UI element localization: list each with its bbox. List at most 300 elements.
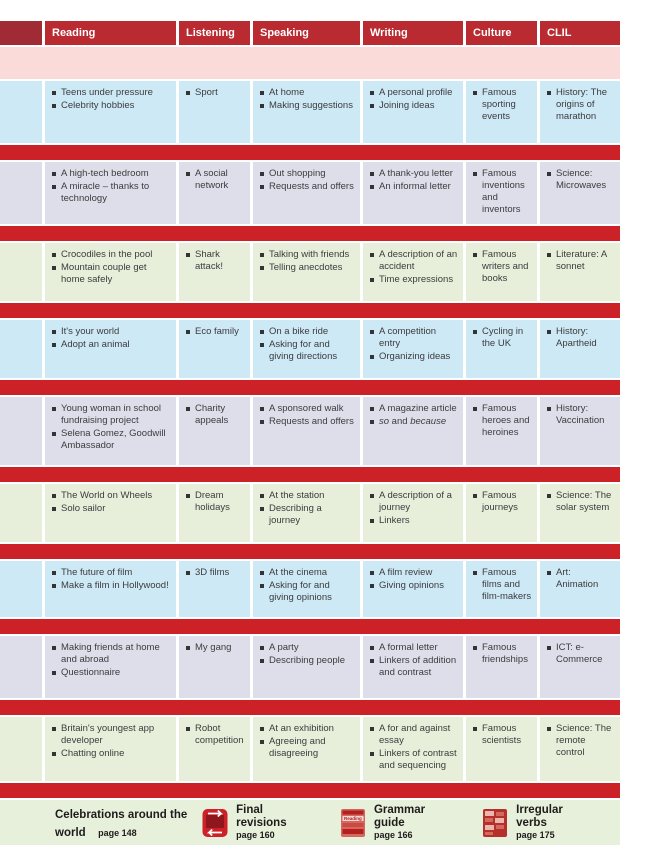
column-header-writing: Writing	[363, 21, 463, 45]
list-item	[547, 490, 615, 514]
list-item-text: Linkers of addition and contrast	[379, 655, 457, 678]
list-item	[370, 249, 458, 273]
svg-text:Reading: Reading	[343, 815, 362, 821]
list-item-text: Famous inventions and inventors	[482, 168, 525, 215]
bullet-square-icon	[547, 571, 551, 575]
bullet-square-icon	[186, 646, 190, 650]
list-item-text: Dream holidays	[195, 490, 230, 513]
list-item-text: An informal letter	[379, 181, 451, 192]
table-row	[0, 81, 620, 143]
list-item-text: A high-tech bedroom	[61, 168, 149, 179]
list-item	[52, 339, 171, 351]
bullet-square-icon	[260, 91, 264, 95]
list-item	[260, 416, 355, 428]
list-item-text: Out shopping	[269, 168, 326, 179]
cell-writing	[363, 397, 463, 465]
cell-reading	[45, 484, 176, 542]
footer-celebrations	[55, 805, 202, 841]
list-item	[370, 181, 458, 193]
cell-culture	[466, 561, 537, 617]
footer-link-title: Grammar guide	[373, 804, 426, 829]
table-row	[0, 636, 620, 698]
footer-links	[202, 804, 620, 841]
cell-speaking	[253, 397, 360, 465]
bullet-square-icon	[547, 407, 551, 411]
list-item	[52, 262, 171, 286]
cell-culture	[466, 717, 537, 781]
row-separator-bar	[0, 783, 620, 798]
list-item-text: History: Vaccination	[556, 403, 605, 426]
list-item	[547, 326, 615, 350]
list-item-text: Famous friendships	[482, 642, 528, 665]
bullet-square-icon	[370, 355, 374, 359]
list-item-text: A sponsored walk	[269, 403, 344, 414]
footer-link-page: page 166	[373, 830, 413, 840]
list-item-text: Agreeing and disagreeing	[269, 736, 326, 759]
cell-culture	[466, 397, 537, 465]
list-item	[186, 403, 245, 427]
intro-band	[0, 47, 620, 79]
bullet-square-icon	[186, 494, 190, 498]
cell-clil	[540, 636, 620, 698]
list-item	[52, 428, 171, 452]
list-item-text: 3D films	[195, 567, 230, 578]
bullet-square-icon	[547, 494, 551, 498]
cell-speaking	[253, 484, 360, 542]
table-row	[0, 243, 620, 301]
bullet-square-icon	[473, 727, 477, 731]
list-item	[473, 168, 532, 216]
list-item-text: Literature: A sonnet	[556, 249, 607, 272]
list-item	[186, 87, 245, 99]
list-item-text: Science: The remote control	[556, 723, 612, 758]
list-item-text: A social network	[195, 168, 229, 191]
cell-writing	[363, 484, 463, 542]
cell-listening	[179, 320, 250, 378]
list-item	[260, 249, 355, 261]
bullet-square-icon	[370, 659, 374, 663]
list-item	[370, 642, 458, 654]
bullet-square-icon	[52, 343, 56, 347]
list-item	[186, 249, 245, 273]
list-item-text: Linkers of contrast and sequencing	[379, 748, 457, 771]
column-header-culture: Culture	[466, 21, 537, 45]
list-item-text: A personal profile	[379, 87, 453, 98]
list-item-text: Robot competition	[195, 723, 244, 746]
list-item	[370, 655, 458, 679]
cell-culture	[466, 81, 537, 143]
cell-listening	[179, 561, 250, 617]
list-item	[260, 580, 355, 604]
row-spacer-cell	[0, 243, 42, 301]
footer-link	[482, 804, 594, 841]
list-item	[52, 567, 171, 579]
bullet-square-icon	[52, 185, 56, 189]
table-header	[0, 21, 620, 45]
bullet-square-icon	[370, 330, 374, 334]
list-item	[52, 503, 171, 515]
bullet-square-icon	[260, 571, 264, 575]
list-item	[52, 580, 171, 592]
list-item-text: At the station	[269, 490, 325, 501]
bullet-square-icon	[186, 91, 190, 95]
row-separator-bar	[0, 303, 620, 318]
list-item	[52, 723, 171, 747]
table-row	[0, 561, 620, 617]
cell-listening	[179, 717, 250, 781]
list-item-text: Science: Microwaves	[556, 168, 607, 191]
bullet-square-icon	[370, 253, 374, 257]
bullet-square-icon	[260, 253, 264, 257]
list-item	[370, 580, 458, 592]
list-item-text: Britain's youngest app developer	[61, 723, 155, 746]
list-item-text: Famous journeys	[482, 490, 518, 513]
list-item-text: Making friends at home and abroad	[61, 642, 160, 665]
column-header-clil: CLIL	[540, 21, 620, 45]
list-item-text: Famous heroes and heroines	[482, 403, 530, 438]
list-item	[370, 490, 458, 514]
list-item-text: Famous writers and books	[482, 249, 529, 284]
cell-listening	[179, 81, 250, 143]
bullet-square-icon	[547, 172, 551, 176]
list-item	[260, 723, 355, 735]
list-item-text: The future of film	[61, 567, 133, 578]
list-item	[52, 87, 171, 99]
bullet-square-icon	[370, 584, 374, 588]
bullet-square-icon	[473, 407, 477, 411]
bullet-square-icon	[52, 571, 56, 575]
list-item-text: Famous films and film-makers	[482, 567, 532, 602]
list-item-text: Organizing ideas	[379, 351, 451, 362]
list-item	[473, 490, 532, 514]
list-item	[547, 642, 615, 666]
list-item	[260, 655, 355, 667]
cell-speaking	[253, 162, 360, 224]
cell-clil	[540, 561, 620, 617]
bullet-square-icon	[260, 740, 264, 744]
list-item	[52, 490, 171, 502]
cell-culture	[466, 243, 537, 301]
footer-link-title: Final revisions	[236, 804, 287, 829]
list-item-text: Sport	[195, 87, 218, 98]
list-item	[260, 403, 355, 415]
bullet-square-icon	[260, 507, 264, 511]
list-item-text: Selena Gomez, Goodwill Ambassador	[61, 428, 166, 451]
column-header-speaking: Speaking	[253, 21, 360, 45]
list-item	[52, 249, 171, 261]
list-item-text: A competition entry	[379, 326, 437, 349]
cell-reading	[45, 397, 176, 465]
list-item-text: Asking for and giving directions	[269, 339, 338, 362]
footer-celebrations-title: Celebrations around the world	[55, 808, 188, 839]
list-item	[260, 262, 355, 274]
cell-culture	[466, 162, 537, 224]
footer-link-text	[236, 804, 314, 841]
list-item	[547, 403, 615, 427]
bullet-square-icon	[370, 752, 374, 756]
cell-speaking	[253, 561, 360, 617]
bullet-square-icon	[473, 646, 477, 650]
bullet-square-icon	[52, 494, 56, 498]
list-item-text: Eco family	[195, 326, 239, 337]
irregular-verbs-icon	[482, 808, 508, 838]
column-header-listening: Listening	[179, 21, 250, 45]
cell-clil	[540, 397, 620, 465]
list-item	[473, 567, 532, 603]
footer-link	[340, 804, 456, 841]
list-item-text: A miracle – thanks to technology	[61, 181, 150, 204]
table-row	[0, 397, 620, 465]
list-item	[370, 87, 458, 99]
bullet-square-icon	[52, 253, 56, 257]
column-header-reading: Reading	[45, 21, 176, 45]
bullet-square-icon	[260, 659, 264, 663]
table-row	[0, 717, 620, 781]
cell-speaking	[253, 243, 360, 301]
bullet-square-icon	[370, 571, 374, 575]
list-item-text: so and because	[379, 416, 447, 427]
list-item-text: Art: Animation	[556, 567, 599, 590]
cell-reading	[45, 162, 176, 224]
row-spacer-cell	[0, 636, 42, 698]
list-item-text: On a bike ride	[269, 326, 329, 337]
table-row	[0, 484, 620, 542]
list-item	[186, 168, 245, 192]
cell-writing	[363, 243, 463, 301]
row-spacer-cell	[0, 397, 42, 465]
row-separator-bar	[0, 145, 620, 160]
list-item	[186, 490, 245, 514]
bullet-square-icon	[186, 571, 190, 575]
bullet-square-icon	[473, 172, 477, 176]
bullet-square-icon	[52, 671, 56, 675]
list-item-text: History: The origins of marathon	[556, 87, 608, 122]
cell-clil	[540, 81, 620, 143]
cell-speaking	[253, 81, 360, 143]
contents-table	[0, 21, 620, 845]
list-item	[260, 181, 355, 193]
cell-speaking	[253, 636, 360, 698]
list-item-text: ICT: e-Commerce	[556, 642, 603, 665]
list-item	[52, 748, 171, 760]
cell-writing	[363, 81, 463, 143]
bullet-square-icon	[186, 172, 190, 176]
list-item-text: A description of an accident	[379, 249, 458, 272]
cell-clil	[540, 243, 620, 301]
list-item	[473, 642, 532, 666]
list-item	[260, 567, 355, 579]
header-spacer-cell	[0, 21, 42, 45]
list-item	[547, 567, 615, 591]
bullet-square-icon	[260, 266, 264, 270]
bullet-square-icon	[473, 91, 477, 95]
cell-culture	[466, 636, 537, 698]
bullet-square-icon	[370, 91, 374, 95]
list-item-text: Chatting online	[61, 748, 125, 759]
bullet-square-icon	[473, 253, 477, 257]
list-item	[473, 87, 532, 123]
list-item-text: A description of a journey	[379, 490, 452, 513]
bullet-square-icon	[186, 727, 190, 731]
row-spacer-cell	[0, 162, 42, 224]
cell-writing	[363, 320, 463, 378]
list-item-text: Questionnaire	[61, 667, 121, 678]
bullet-square-icon	[370, 494, 374, 498]
list-item	[370, 567, 458, 579]
list-item-text: Time expressions	[379, 274, 454, 285]
list-item	[52, 667, 171, 679]
list-item-text: Famous sporting events	[482, 87, 517, 122]
bullet-square-icon	[260, 646, 264, 650]
bullet-square-icon	[186, 330, 190, 334]
bullet-square-icon	[547, 330, 551, 334]
list-item-text: It's your world	[61, 326, 120, 337]
list-item-text: Requests and offers	[269, 181, 354, 192]
list-item-text: Adopt an animal	[61, 339, 130, 350]
bullet-square-icon	[260, 172, 264, 176]
footer-celebrations-page: page 148	[98, 827, 137, 838]
list-item-text: A for and against essay	[379, 723, 451, 746]
bullet-square-icon	[370, 185, 374, 189]
cell-reading	[45, 81, 176, 143]
list-item-text: A party	[269, 642, 299, 653]
bullet-square-icon	[260, 420, 264, 424]
list-item-text: Mountain couple get home safely	[61, 262, 147, 285]
bullet-square-icon	[547, 727, 551, 731]
cell-writing	[363, 561, 463, 617]
list-item	[260, 326, 355, 338]
list-item	[260, 736, 355, 760]
row-separator-bar	[0, 467, 620, 482]
footer-link-page: page 175	[516, 830, 555, 840]
list-item-text: Famous scientists	[482, 723, 522, 746]
bullet-square-icon	[260, 494, 264, 498]
list-item	[52, 181, 171, 205]
cell-reading	[45, 561, 176, 617]
list-item	[52, 403, 171, 427]
list-item	[186, 567, 245, 579]
footer-link-text	[516, 804, 594, 841]
bullet-square-icon	[52, 172, 56, 176]
footer-band	[0, 800, 620, 845]
bullet-square-icon	[260, 330, 264, 334]
list-item-text: Talking with friends	[269, 249, 350, 260]
row-spacer-cell	[0, 561, 42, 617]
bullet-square-icon	[260, 104, 264, 108]
list-item	[370, 326, 458, 350]
bullet-square-icon	[260, 407, 264, 411]
cell-clil	[540, 320, 620, 378]
bullet-square-icon	[370, 172, 374, 176]
list-item-text: Describing people	[269, 655, 346, 666]
cell-writing	[363, 162, 463, 224]
footer-link-page: page 160	[236, 830, 275, 840]
list-item	[370, 723, 458, 747]
bullet-square-icon	[370, 278, 374, 282]
bullet-square-icon	[370, 104, 374, 108]
bullet-square-icon	[260, 343, 264, 347]
bullet-square-icon	[260, 727, 264, 731]
list-item	[260, 87, 355, 99]
list-item-text: Telling anecdotes	[269, 262, 343, 273]
cell-speaking	[253, 320, 360, 378]
row-spacer-cell	[0, 320, 42, 378]
list-item	[370, 168, 458, 180]
list-item	[186, 642, 245, 654]
list-item	[260, 100, 355, 112]
cell-speaking	[253, 717, 360, 781]
list-item	[260, 642, 355, 654]
list-item	[473, 403, 532, 439]
list-item-text: A magazine article	[379, 403, 457, 414]
list-item-text: Make a film in Hollywood!	[61, 580, 169, 591]
bullet-square-icon	[52, 91, 56, 95]
list-item-text: Giving opinions	[379, 580, 444, 591]
list-item	[370, 748, 458, 772]
list-item	[547, 723, 615, 759]
list-item-text: History: Apartheid	[556, 326, 597, 349]
list-item-text: Joining ideas	[379, 100, 435, 111]
bullet-square-icon	[370, 646, 374, 650]
bullet-square-icon	[260, 584, 264, 588]
list-item	[547, 249, 615, 273]
cell-reading	[45, 717, 176, 781]
row-separator-bar	[0, 700, 620, 715]
bullet-square-icon	[52, 432, 56, 436]
list-item-text: At the cinema	[269, 567, 328, 578]
list-item-text: The World on Wheels	[61, 490, 153, 501]
list-item-text: Requests and offers	[269, 416, 354, 427]
bullet-square-icon	[473, 494, 477, 498]
cell-listening	[179, 636, 250, 698]
footer-link	[202, 804, 314, 841]
list-item-text: Celebrity hobbies	[61, 100, 135, 111]
bullet-square-icon	[52, 584, 56, 588]
list-item	[370, 274, 458, 286]
list-item	[260, 339, 355, 363]
list-item	[370, 416, 458, 428]
bullet-square-icon	[547, 646, 551, 650]
bullet-square-icon	[260, 185, 264, 189]
table-row	[0, 162, 620, 224]
table-rows	[0, 81, 620, 798]
cell-culture	[466, 484, 537, 542]
bullet-square-icon	[547, 253, 551, 257]
list-item-text: A thank-you letter	[379, 168, 453, 179]
cell-reading	[45, 243, 176, 301]
list-item	[473, 723, 532, 747]
list-item-text: A formal letter	[379, 642, 438, 653]
cell-clil	[540, 484, 620, 542]
list-item-text: A film review	[379, 567, 433, 578]
list-item	[52, 642, 171, 666]
bullet-square-icon	[52, 266, 56, 270]
footer-link-title: Irregular verbs	[516, 804, 563, 829]
bullet-square-icon	[52, 407, 56, 411]
row-separator-bar	[0, 226, 620, 241]
list-item-text: Shark attack!	[195, 249, 223, 272]
list-item-text: Young woman in school fundraising project	[61, 403, 161, 426]
bullet-square-icon	[52, 507, 56, 511]
footer-link-text	[374, 804, 456, 841]
cell-writing	[363, 636, 463, 698]
cell-listening	[179, 243, 250, 301]
cell-culture	[466, 320, 537, 378]
bullet-square-icon	[186, 253, 190, 257]
cell-clil	[540, 162, 620, 224]
bullet-square-icon	[186, 407, 190, 411]
list-item-text: My gang	[195, 642, 232, 653]
